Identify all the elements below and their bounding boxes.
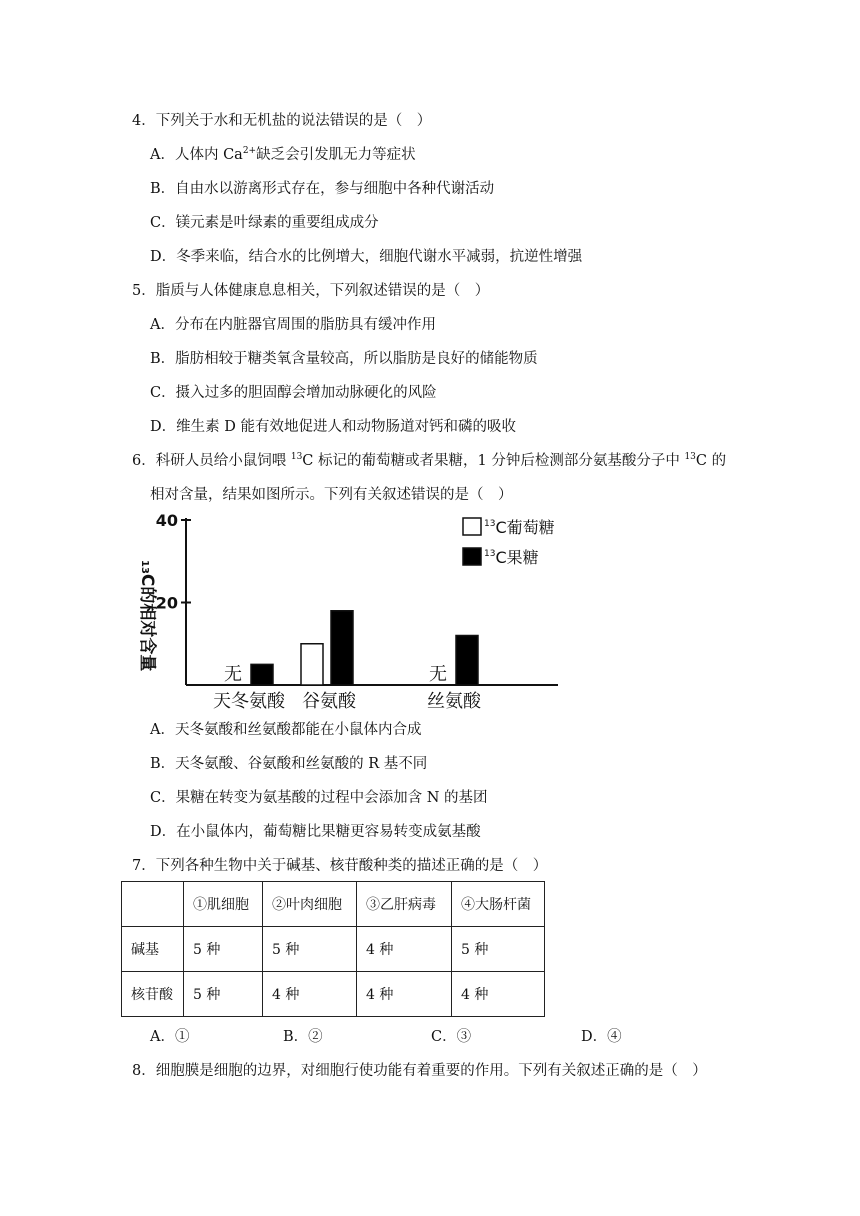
x-tick-labels <box>213 691 482 712</box>
legend-label: $^{13}$C果糖 <box>484 548 539 567</box>
none-label: 无 <box>429 664 447 685</box>
q4-option-d: D．冬季来临，结合水的比例增大，细胞代谢水平减弱，抗逆性增强 <box>150 249 583 265</box>
legend-swatch <box>463 548 481 565</box>
bar-fructose <box>251 664 273 685</box>
q4-option-a: A．人体内 $Ca^{2+}$缺乏会引发肌无力等症状 <box>150 146 416 163</box>
table-row <box>122 972 545 1017</box>
table-cell: 4 种 <box>452 972 545 1017</box>
q6-stem-line2: 相对含量，结果如图所示。下列有关叙述错误的是（ ） <box>150 487 513 503</box>
q7-stem: 7．下列各种生物中关于碱基、核苷酸种类的描述正确的是（ ） <box>132 858 548 874</box>
bar-fructose <box>331 611 353 685</box>
table-cell: 4 种 <box>263 972 357 1017</box>
table-cell: 5 种 <box>263 927 357 972</box>
table-cell: 核苷酸 <box>122 972 184 1017</box>
legend-label: $^{13}$C葡萄糖 <box>484 518 555 537</box>
q4-stem: 4．下列关于水和无机盐的说法错误的是（ ） <box>132 113 432 129</box>
base-nucleotide-table <box>121 881 545 1017</box>
q5-option-d: D．维生素 D 能有效地促进人和动物肠道对钙和磷的吸收 <box>150 419 516 435</box>
table-cell: 5 种 <box>184 927 263 972</box>
y-tick-label: 20 <box>155 593 178 613</box>
chart-legend <box>463 518 555 567</box>
amino-acid-13c-bar-chart <box>128 510 568 715</box>
table-header-cell: ②叶肉细胞 <box>263 882 357 927</box>
table-header-cell: ①肌细胞 <box>184 882 263 927</box>
y-tick-label: 40 <box>155 511 178 530</box>
table-cell: 4 种 <box>357 972 452 1017</box>
chart-axes <box>186 518 558 685</box>
bar-glucose <box>301 644 323 685</box>
q5-option-c: C．摄入过多的胆固醇会增加动脉硬化的风险 <box>150 385 437 401</box>
q6-stem-line1: 6．科研人员给小鼠饲喂 $^{13}$C 标记的葡萄糖或者果糖，1 分钟后检测部分氨基酸分子中 $^{13}$C 的 <box>132 452 727 469</box>
legend-swatch <box>463 518 481 535</box>
table-cell: 5 种 <box>452 927 545 972</box>
q4-option-b: B．自由水以游离形式存在，参与细胞中各种代谢活动 <box>150 181 495 197</box>
q7-option-c: C．③ <box>431 1029 472 1045</box>
table-cell: 4 种 <box>357 927 452 972</box>
table-header-cell: ④大肠杆菌 <box>452 882 545 927</box>
table-cell: 5 种 <box>184 972 263 1017</box>
x-tick-label: 丝氨酸 <box>427 691 481 712</box>
q6-option-a: A．天冬氨酸和丝氨酸都能在小鼠体内合成 <box>150 722 422 738</box>
q4-option-c: C．镁元素是叶绿素的重要组成成分 <box>150 215 379 231</box>
q6-option-c: C．果糖在转变为氨基酸的过程中会添加含 N 的基团 <box>150 790 488 806</box>
bar-fructose <box>456 636 478 686</box>
table-header-row <box>122 882 545 927</box>
q5-option-b: B．脂肪相较于糖类氧含量较高，所以脂肪是良好的储能物质 <box>150 351 538 367</box>
x-tick-label: 天冬氨酸 <box>213 691 285 712</box>
q8-stem: 8．细胞膜是细胞的边界，对细胞行使功能有着重要的作用。下列有关叙述正确的是（ ） <box>132 1063 707 1079</box>
q6-option-b: B．天冬氨酸、谷氨酸和丝氨酸的 R 基不同 <box>150 756 428 772</box>
x-tick-label: 谷氨酸 <box>302 691 356 712</box>
table-header-cell: ③乙肝病毒 <box>357 882 452 927</box>
table-cell: 碱基 <box>122 927 184 972</box>
none-label: 无 <box>224 664 242 685</box>
q5-stem: 5．脂质与人体健康息息相关，下列叙述错误的是（ ） <box>132 283 490 299</box>
q7-option-b: B．② <box>283 1029 323 1045</box>
y-axis-label: 13C的相对含量 <box>137 560 157 672</box>
q7-option-a: A．① <box>150 1029 190 1045</box>
table-header-cell <box>122 882 184 927</box>
q7-option-d: D．④ <box>581 1029 622 1045</box>
q5-option-a: A．分布在内脏器官周围的脂肪具有缓冲作用 <box>150 317 436 333</box>
table-row <box>122 927 545 972</box>
q6-option-d: D．在小鼠体内，葡萄糖比果糖更容易转变成氨基酸 <box>150 824 481 840</box>
